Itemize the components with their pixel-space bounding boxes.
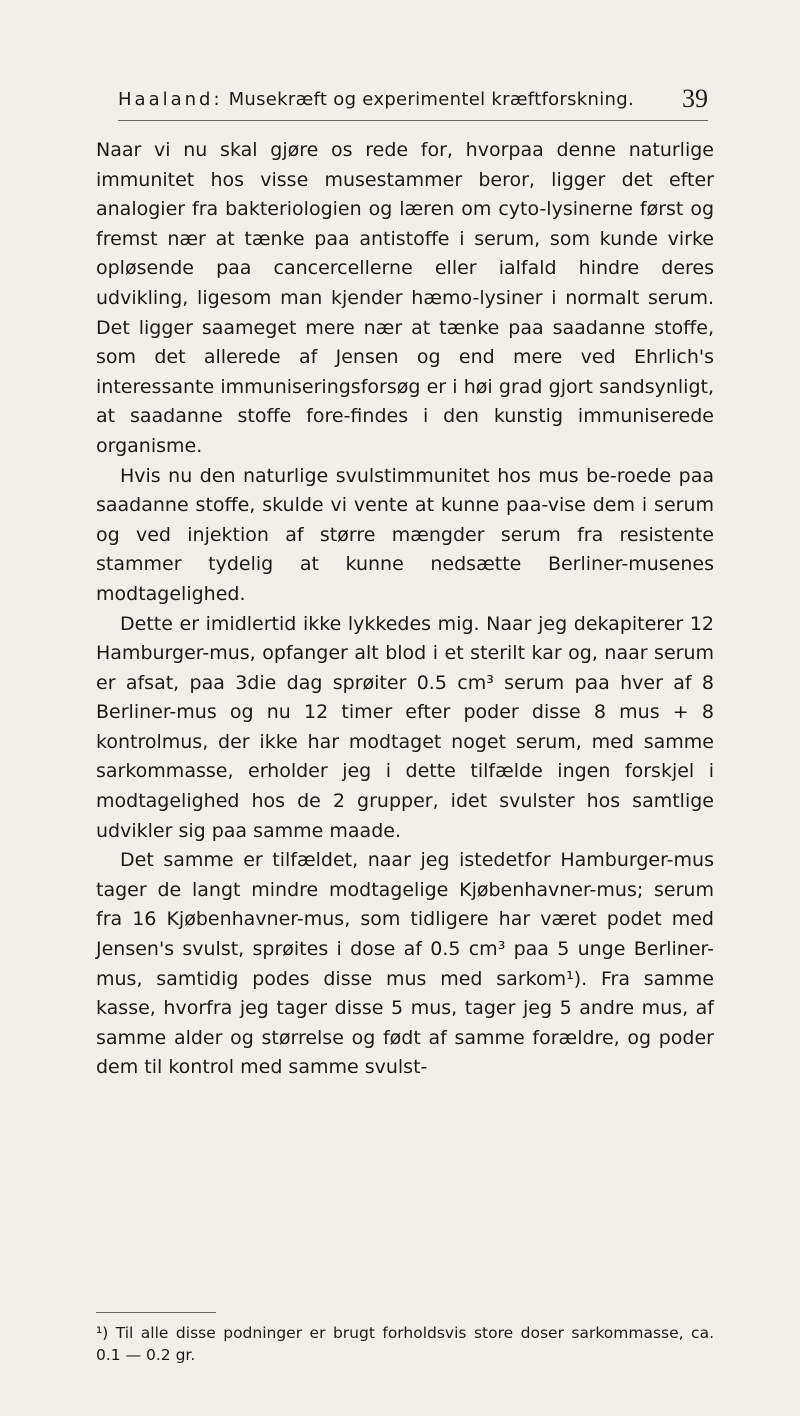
footnote-divider	[96, 1312, 216, 1313]
running-head	[118, 80, 708, 121]
footnote: ¹) Til alle disse podninger er brugt forholdsvis store doser sarkommasse, ca. 0.1 — 0.2 gr.	[96, 1324, 714, 1364]
paragraph: Naar vi nu skal gjøre os rede for, hvorpaa denne naturlige immunitet hos visse musestammer beror, ligger det efter analogier fra bakteriologien og læren om cyto-lysinerne først og fremst nær at tænke paa antistoffe i serum, som kunde virke opløsende paa cancercellerne eller ialfald hindre deres udvikling, ligesom man kjender hæmo-lysiner i normalt serum. Det ligger saameget mere nær at tænke paa saadanne stoffe, som det allerede af Jensen og end mere ved Ehrlich's interessante immuniseringsforsøg er i høi grad gjort sandsynligt, at saadanne stoffe fore-findes i den kunstig immuniserede organisme.	[96, 139, 714, 457]
author-name: Haaland:	[118, 89, 223, 110]
paragraph: Dette er imidlertid ikke lykkedes mig. Naar jeg dekapiterer 12 Hamburger-mus, opfanger alt blod i et sterilt kar og, naar serum er afsat, paa 3die dag sprøiter 0.5 cm³ serum paa hver af 8 Berliner-mus og nu 12 timer efter poder disse 8 mus + 8 kontrolmus, der ikke har modtaget noget serum, med samme sarkommasse, erholder jeg i dette tilfælde ingen forskjel i modtagelighed hos de 2 grupper, idet svulster hos samtlige udvikler sig paa samme maade.	[96, 612, 714, 842]
running-head-text	[118, 89, 634, 110]
article-title: Musekræft og experimentel kræftforskning.	[228, 89, 634, 110]
page-number: 39	[682, 84, 708, 113]
paragraph: Det samme er tilfældet, naar jeg istedetfor Hamburger-mus tager de langt mindre modtagelige Kjøbenhavner-mus; serum fra 16 Kjøbenhavner-mus, som tidligere har været podet med Jensen's svulst, sprøites i dose af 0.5 cm³ paa 5 unge Berliner-mus, samtidig podes disse mus med sarkom¹). Fra samme kasse, hvorfra jeg tager disse 5 mus, tager jeg 5 andre mus, af samme alder og størrelse og født af samme forældre, og poder dem til kontrol med samme svulst-	[96, 849, 714, 1079]
body-text	[96, 136, 714, 1083]
paragraph: Hvis nu den naturlige svulstimmunitet hos mus be-roede paa saadanne stoffe, skulde vi vente at kunne paa-vise dem i serum og ved injektion af større mængder serum fra resistente stammer tydelig at kunne nedsætte Berliner-musenes modtagelighed.	[96, 464, 714, 605]
